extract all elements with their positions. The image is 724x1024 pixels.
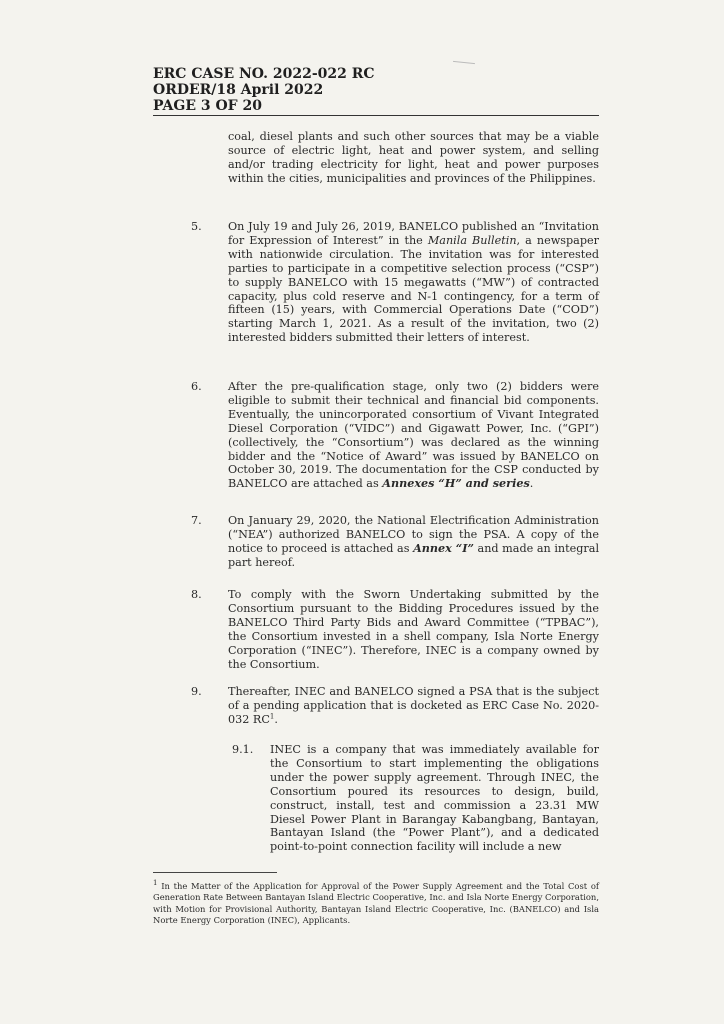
footnote-marker: 1 — [269, 712, 275, 721]
subparagraph-number: 9.1. — [232, 743, 254, 756]
paragraph-8 — [228, 588, 599, 671]
paragraph-text: On January 29, 2020, the National Electrification Administration (“NEA”) authorized BANELCO to sign the PSA. A copy of the notice to proceed is attached as — [228, 514, 599, 555]
paragraph-number: 7. — [191, 514, 202, 527]
case-header — [153, 66, 599, 114]
paragraph-6 — [228, 380, 599, 491]
paragraph-text: After the pre-qualification stage, only two (2) bidders were eligible to submit their technical and financial bid components. Eventually, the unincorporated consortium of Vivant Integrated Diesel Corporation (“VIDC”) and Gigawatt Power, Inc. (“GPI”) (collectively, the “Consortium”) was declared as the winning bidder and the “Notice of Award” was issued by BANELCO on October 30, 2019. The documentation for the CSP conducted by BANELCO are attached as — [228, 380, 599, 491]
paragraph-number: 9. — [191, 685, 202, 698]
paragraph-text: On July 19 and July 26, 2019, BANELCO published an “Invitation for Expression of Interest” in the — [228, 220, 599, 247]
newspaper-name: Manila Bulletin — [427, 233, 517, 247]
annex-reference: Annexes “H” and series — [382, 476, 530, 491]
footnote-text: . — [347, 914, 351, 925]
order-date: ORDER/18 April 2022 — [153, 82, 324, 98]
paragraph-text: . — [274, 712, 278, 726]
footnote — [153, 881, 599, 926]
footnote-applicants: Applicants — [302, 914, 348, 925]
paragraph-number: 5. — [191, 220, 202, 233]
paragraph-number: 6. — [191, 380, 202, 393]
header-rule — [153, 115, 599, 116]
paragraph-number: 8. — [191, 588, 202, 601]
paragraph-9-1 — [270, 743, 599, 854]
scan-mark — [453, 61, 475, 64]
footnote-marker: 1 — [153, 879, 158, 888]
paragraph-text: coal, diesel plants and such other sources that may be a viable source of electric light, heat and power system, and selling and/or trading electricity for light, heat and power purposes within the cities, municipalities and provinces of the Philippines. — [228, 130, 599, 185]
paragraph-9 — [228, 685, 599, 727]
paragraph-text: Thereafter, INEC and BANELCO signed a PSA that is the subject of a pending application that is docketed as ERC Case No. 2020-032 RC — [228, 685, 599, 726]
paragraph-7 — [228, 514, 599, 570]
paragraph-continuation — [228, 130, 599, 186]
paragraph-text: and made an integral part hereof. — [228, 541, 600, 569]
paragraph-text: INEC is a company that was immediately available for the Consortium to start implementing the obligations under the power supply agreement. Through INEC, the Consortium poured its resources to design, build, construct, install, test and commission a 23.31 MW Diesel Power Plant in Barangay Kabangbang, Bantayan, Bantayan Island (the “Power Plant”), and a dedicated point-to-point connection facility will include a new — [270, 743, 599, 854]
page-number: PAGE 3 OF 20 — [153, 98, 262, 114]
footnote-rule — [153, 872, 277, 873]
paragraph-text: . — [529, 477, 534, 491]
case-number: ERC CASE NO. 2022-022 RC — [153, 66, 375, 82]
paragraph-5 — [228, 220, 599, 345]
paragraph-text: , a newspaper with nationwide circulation. The invitation was for interested parties to participate in a competitive selection process (“CSP”) to supply BANELCO with 15 megawatts (“MW”) of contracted capacity, plus cold reserve and N-1 contingency, for a term of fifteen (15) years, with Commercial Operations Date (“COD”) starting March 1, 2021. As a result of the invitation, two (2) interested bidders submitted their letters of interest. — [228, 233, 599, 345]
footnote-text: In the Matter of the Application for Approval of the Power Supply Agreement and the Total Cost of Generation Rate Between Bantayan Island Electric Cooperative, Inc. and Isla Norte Energy Corporation, with Motion for Provisional Authority, Bantayan Island Electric Cooperative, Inc. (BANELCO) and Isla Norte Energy Corporation (INEC), — [153, 881, 599, 925]
paragraph-text: To comply with the Sworn Undertaking submitted by the Consortium pursuant to the Bidding Procedures issued by the BANELCO Third Party Bids and Award Committee (“TPBAC”), the Consortium invested in a shell company, Isla Norte Energy Corporation (“INEC”). Therefore, INEC is a company owned by the Consortium. — [228, 588, 599, 671]
annex-reference: Annex “I” — [413, 540, 474, 555]
